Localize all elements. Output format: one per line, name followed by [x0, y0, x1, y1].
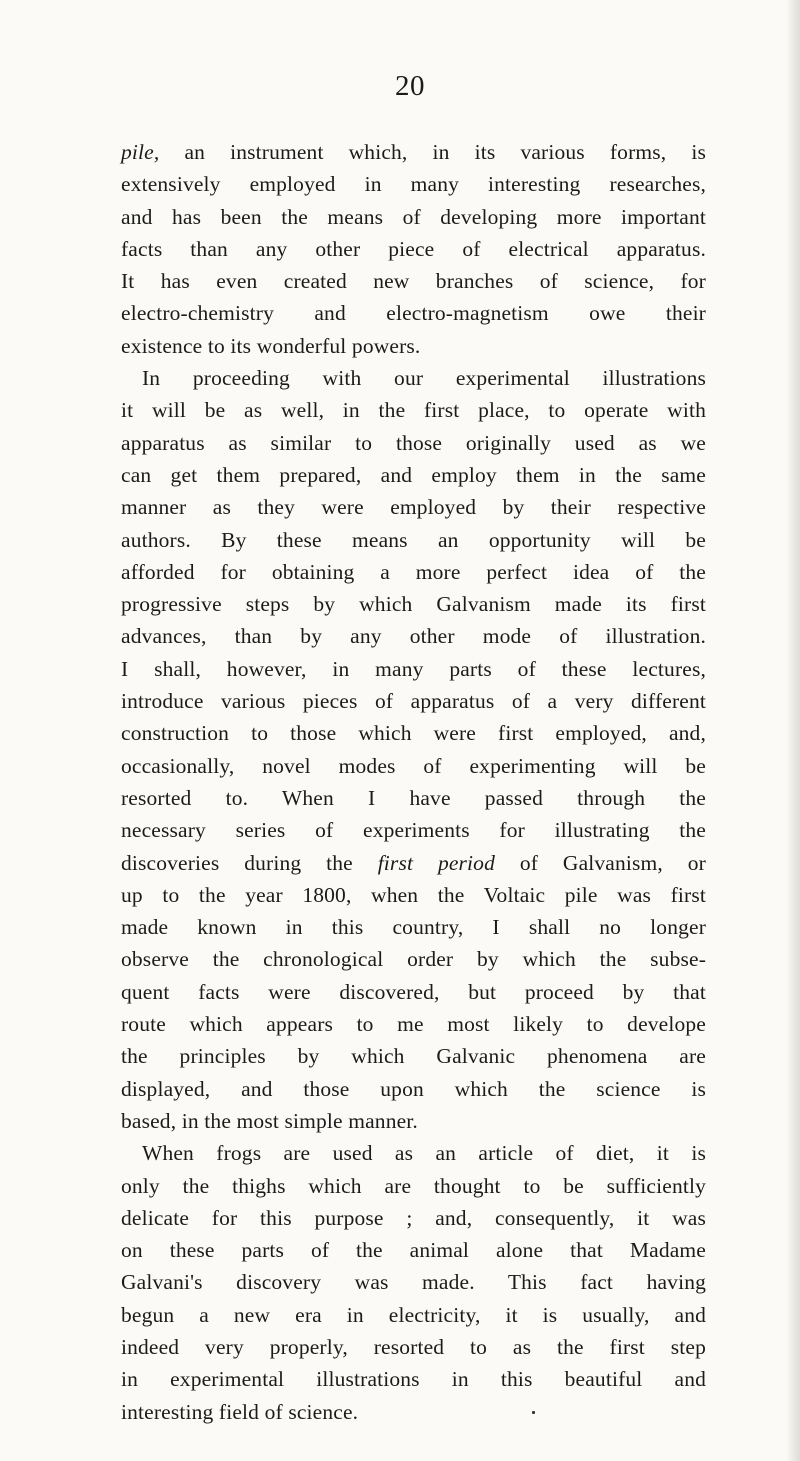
text-line	[121, 1202, 706, 1234]
text-line	[121, 491, 706, 523]
text-run: indeed very properly, resorted to as the first step	[121, 1334, 706, 1359]
text-line	[121, 1266, 706, 1298]
text-line	[121, 653, 706, 685]
text-run: an instrument which, in its various forms, is	[159, 140, 706, 164]
text-run: construction to those which were first employed, and,	[121, 721, 706, 746]
text-run: it will be as well, in the first place, to operate with	[121, 398, 706, 423]
text-run: advances, than by any other mode of illustration.	[121, 624, 706, 649]
text-run: existence to its wonderful powers.	[121, 333, 421, 358]
text-run: and has been the means of developing more important	[121, 204, 706, 229]
text-line	[121, 524, 706, 556]
text-run: When frogs are used as an article of diet, it is	[142, 1141, 706, 1166]
text-run: only the thighs which are thought to be sufficiently	[121, 1173, 706, 1198]
text-line	[121, 943, 706, 975]
text-run: Galvani's discovery was made. This fact having	[121, 1270, 706, 1295]
text-run: resorted to. When I have passed through the	[121, 785, 706, 810]
text-line	[121, 265, 706, 297]
text-run: manner as they were employed by their respective	[121, 495, 706, 520]
text-run: apparatus as similar to those originally used as we	[121, 430, 706, 455]
text-run: the principles by which Galvanic phenomena are	[121, 1044, 706, 1069]
text-run: based, in the most simple manner.	[121, 1108, 418, 1133]
text-run: necessary series of experiments for illustrating the	[121, 818, 706, 843]
text-line	[121, 394, 706, 426]
text-line	[121, 1170, 706, 1202]
text-line	[121, 911, 706, 943]
text-run: route which appears to me most likely to develope	[121, 1012, 706, 1037]
text-run: occasionally, novel modes of experimenting will be	[121, 753, 706, 778]
text-line	[121, 201, 706, 233]
text-line	[121, 556, 706, 588]
text-run: in experimental illustrations in this beautiful and	[121, 1367, 706, 1392]
body-text	[121, 136, 706, 1428]
page-edge-shadow	[786, 0, 800, 1461]
text-line	[121, 1040, 706, 1072]
text-line	[121, 233, 706, 265]
text-line	[121, 136, 706, 168]
text-line	[121, 297, 706, 329]
text-line	[121, 588, 706, 620]
text-run: interesting field of science.	[121, 1399, 359, 1424]
text-run: begun a new era in electricity, it is usually, and	[121, 1302, 706, 1327]
italic-text-run: pile,	[121, 140, 160, 164]
text-line	[121, 1234, 706, 1266]
text-line	[121, 1137, 706, 1169]
text-run: It has even created new branches of science, for	[121, 269, 706, 294]
text-run: discoveries during the	[121, 850, 378, 875]
text-run: electro-chemistry and electro-magnetism owe their	[121, 301, 706, 326]
text-line	[121, 1008, 706, 1040]
text-line	[121, 976, 706, 1008]
text-run: on these parts of the animal alone that Madame	[121, 1238, 706, 1263]
text-line	[121, 1073, 706, 1105]
text-line	[121, 427, 706, 459]
text-run: up to the year 1800, when the Voltaic pile was first	[121, 882, 706, 907]
text-run: can get them prepared, and employ them in the same	[121, 462, 706, 487]
text-line	[121, 1299, 706, 1331]
text-line	[121, 847, 706, 879]
text-run: facts than any other piece of electrical apparatus.	[121, 236, 706, 261]
text-run: introduce various pieces of apparatus of a very different	[121, 689, 706, 714]
text-line	[121, 1396, 706, 1428]
text-line	[121, 782, 706, 814]
text-line	[121, 620, 706, 652]
page-number: 20	[395, 70, 425, 102]
text-line	[121, 330, 706, 362]
text-line	[121, 685, 706, 717]
text-run: delicate for this purpose ; and, consequently, it was	[121, 1205, 706, 1230]
text-line	[121, 168, 706, 200]
text-line	[121, 750, 706, 782]
text-line	[121, 814, 706, 846]
text-line	[121, 1331, 706, 1363]
text-run: progressive steps by which Galvanism made its first	[121, 592, 706, 617]
text-line	[121, 362, 706, 394]
text-run: I shall, however, in many parts of these lectures,	[121, 656, 706, 681]
stray-ink-mark	[532, 1411, 535, 1414]
text-line	[121, 879, 706, 911]
text-run: afforded for obtaining a more perfect idea of the	[121, 559, 706, 584]
text-line	[121, 1363, 706, 1395]
italic-text-run: first period	[377, 850, 495, 875]
text-run: observe the chronological order by which the subse-	[121, 947, 706, 972]
text-run: quent facts were discovered, but proceed by that	[121, 979, 706, 1004]
text-run: extensively employed in many interesting researches,	[121, 172, 706, 197]
text-run: In proceeding with our experimental illustrations	[142, 366, 706, 391]
text-run: authors. By these means an opportunity will be	[121, 527, 706, 552]
text-run: of Galvanism, or	[494, 850, 706, 875]
text-line	[121, 459, 706, 491]
text-run: made known in this country, I shall no longer	[121, 915, 706, 940]
text-line	[121, 717, 706, 749]
text-line	[121, 1105, 706, 1137]
text-run: displayed, and those upon which the science is	[121, 1076, 706, 1101]
